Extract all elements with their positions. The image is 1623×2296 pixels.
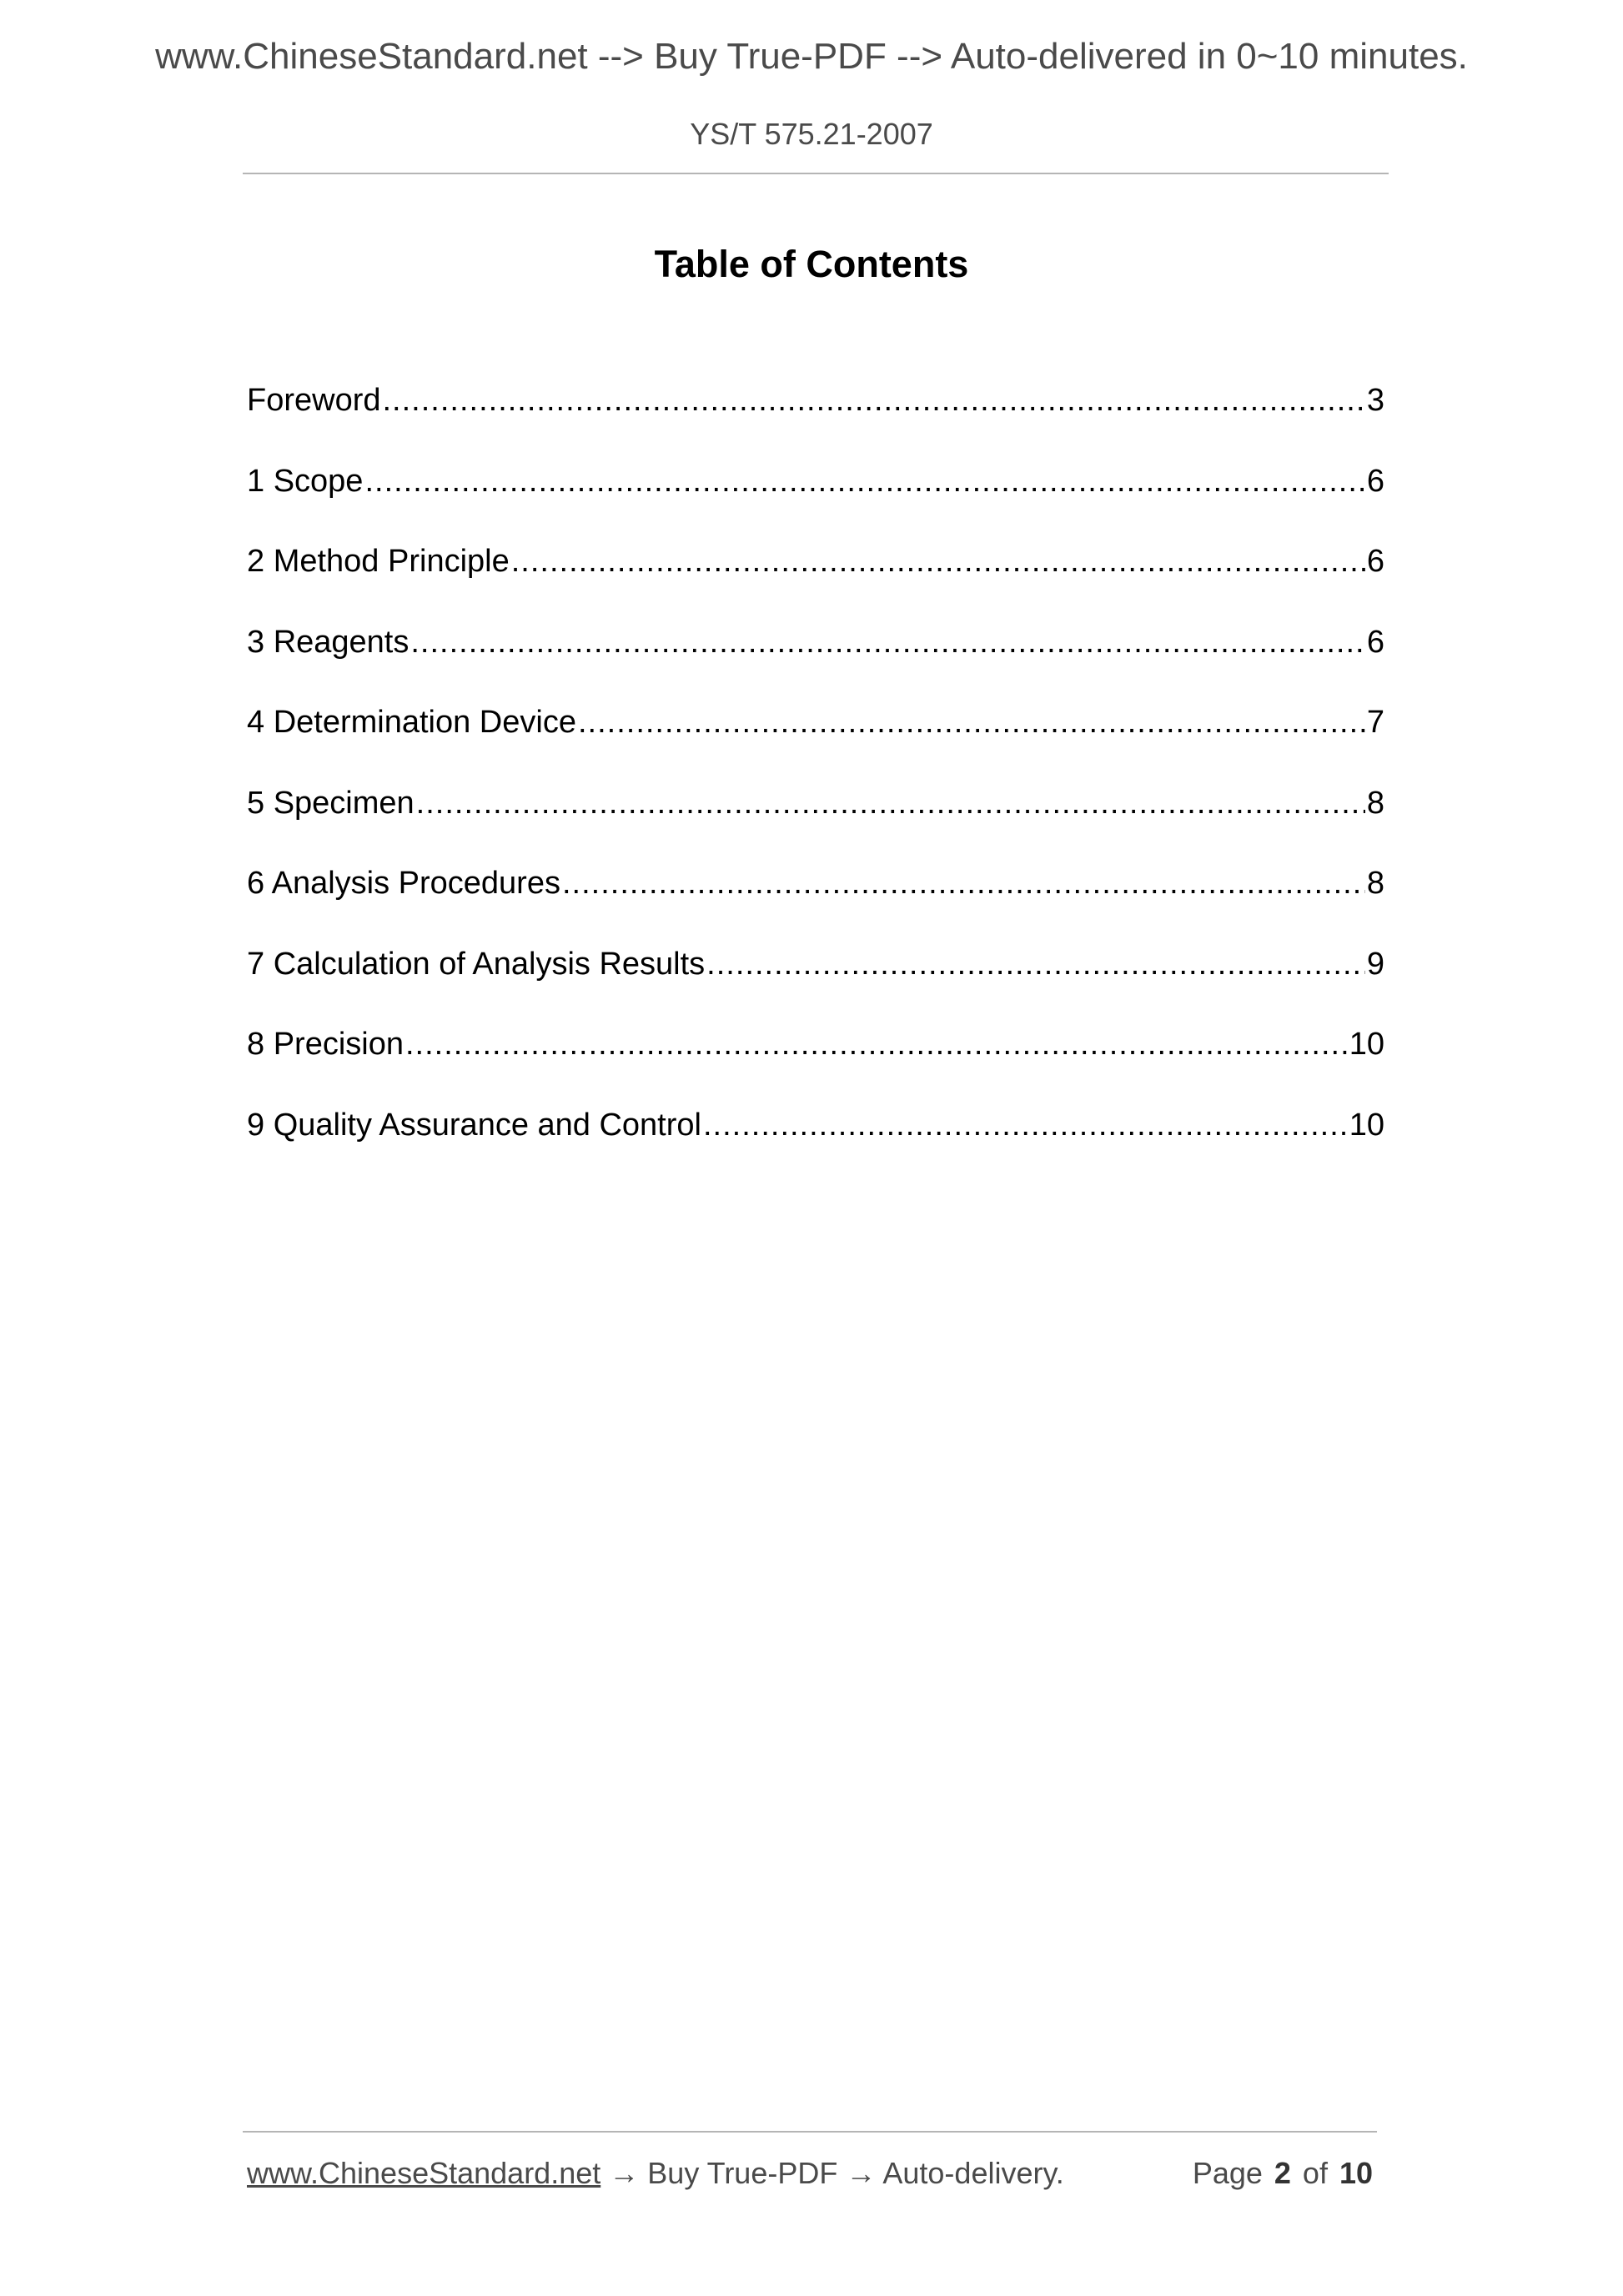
toc-entry-label: 1 Scope [247,463,364,499]
toc-dot-leader [562,860,1365,907]
toc-entry-specimen[interactable] [247,780,1384,861]
page-indicator [1193,2155,1373,2192]
toc-dot-leader [364,458,1364,505]
toc-entry-analysis-procedures[interactable] [247,860,1384,941]
toc-entry-page: 6 [1366,544,1384,579]
toc-dot-leader [405,1021,1348,1068]
toc-dot-leader [410,619,1364,666]
footer-divider [243,2131,1377,2133]
toc-entry-page: 10 [1349,1027,1384,1062]
toc-entry-determination-device[interactable] [247,699,1384,780]
toc-entry-label: 6 Analysis Procedures [247,866,560,901]
toc-entry-label: 2 Method Principle [247,544,510,579]
toc-entry-page: 9 [1366,946,1384,982]
toc-dot-leader [383,377,1365,424]
toc-list [247,377,1384,1182]
toc-dot-leader [703,1102,1348,1148]
footer-site-link[interactable]: www.ChineseStandard.net [247,2156,601,2190]
toc-dot-leader [511,538,1365,585]
total-page-count: 10 [1339,2156,1373,2190]
header-divider [243,173,1389,174]
toc-entry-label: 4 Determination Device [247,705,576,740]
toc-entry-method-principle[interactable] [247,538,1384,619]
page-word: Page [1192,2156,1263,2190]
toc-dot-leader [416,780,1365,826]
toc-entry-precision[interactable] [247,1021,1384,1102]
toc-entry-quality-assurance[interactable] [247,1102,1384,1183]
toc-entry-page: 6 [1366,624,1384,660]
arrow-right-icon: → [609,2156,640,2190]
toc-entry-page: 8 [1366,866,1384,901]
document-code: YS/T 575.21-2007 [690,117,933,151]
toc-entry-label: 8 Precision [247,1027,404,1062]
toc-entry-label: 7 Calculation of Analysis Results [247,946,706,982]
toc-entry-label: Foreword [247,383,381,418]
footer-delivery-text: Auto-delivery. [882,2156,1064,2190]
promo-banner: www.ChineseStandard.net --> Buy True-PDF --> Auto-delivered in 0~10 minutes. [155,36,1468,77]
footer-left [247,2155,1064,2192]
toc-entry-reagents[interactable] [247,619,1384,700]
toc-entry-foreword[interactable] [247,377,1384,458]
toc-entry-page: 10 [1349,1107,1384,1143]
toc-title: Table of Contents [654,243,969,285]
arrow-right-icon: → [846,2156,877,2190]
toc-dot-leader [706,941,1365,987]
toc-entry-label: 5 Specimen [247,785,415,821]
toc-entry-label: 3 Reagents [247,624,410,660]
toc-entry-page: 3 [1366,383,1384,418]
of-word: of [1302,2156,1328,2190]
current-page-number: 2 [1274,2156,1291,2190]
toc-entry-page: 6 [1366,463,1384,499]
toc-entry-label: 9 Quality Assurance and Control [247,1107,701,1143]
toc-dot-leader [578,699,1365,746]
toc-entry-scope[interactable] [247,458,1384,539]
footer-buy-text: Buy True-PDF [647,2156,838,2190]
toc-entry-page: 7 [1366,705,1384,740]
toc-entry-calculation[interactable] [247,941,1384,1022]
toc-entry-page: 8 [1366,785,1384,821]
